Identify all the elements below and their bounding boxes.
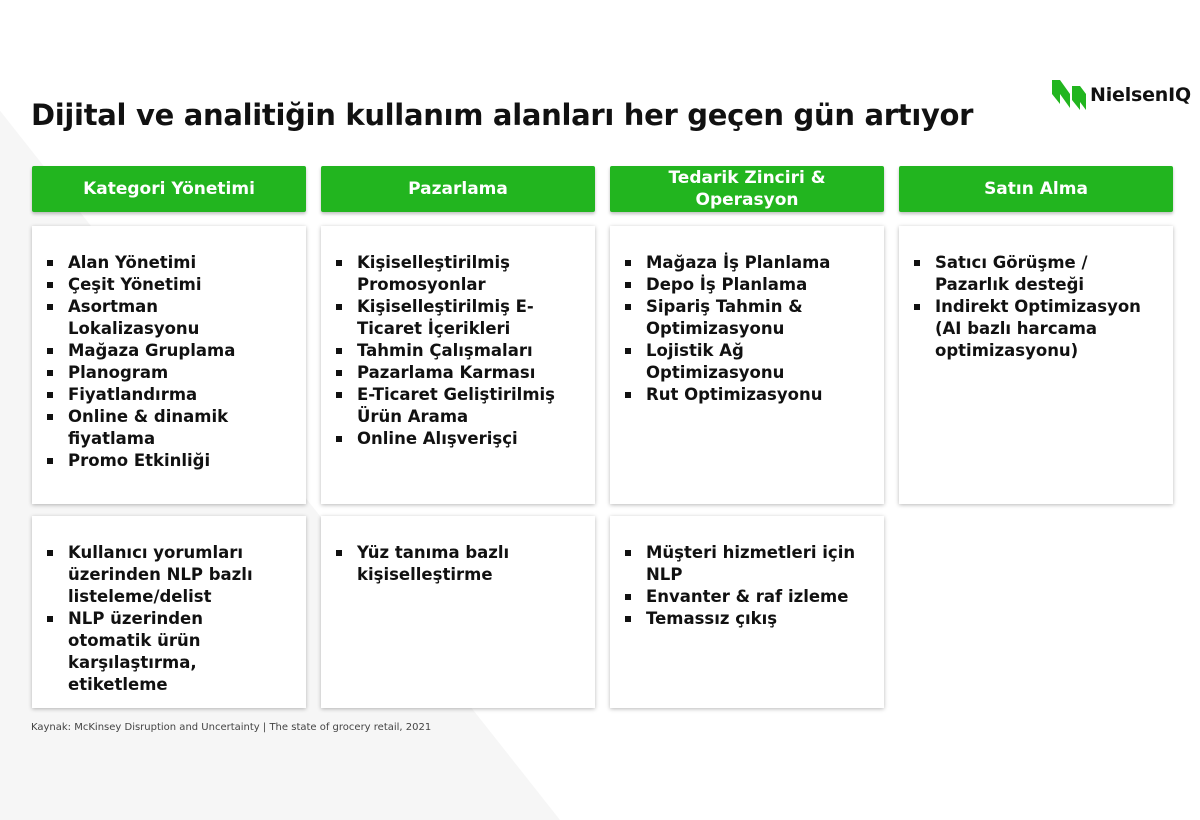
list-item: Rut Optimizasyonu bbox=[622, 384, 874, 406]
card-tedarik-zinciri-top bbox=[610, 226, 884, 504]
list-item: Yüz tanıma bazlı kişiselleştirme bbox=[333, 542, 532, 586]
header-label: Kategori Yönetimi bbox=[83, 179, 255, 199]
list-item: Müşteri hizmetleri için NLP bbox=[622, 542, 866, 586]
header-kategori-yonetimi bbox=[32, 166, 306, 212]
list-item: E-Ticaret Geliştirilmiş Ürün Arama bbox=[333, 384, 567, 428]
list-item: Mağaza Gruplama bbox=[44, 340, 296, 362]
card-kategori-yonetimi-bottom bbox=[32, 516, 306, 708]
list-item: Mağaza İş Planlama bbox=[622, 252, 874, 274]
card-tedarik-zinciri-bottom bbox=[610, 516, 884, 708]
list-item: Online Alışverişçi bbox=[333, 428, 585, 450]
header-label: Satın Alma bbox=[984, 179, 1088, 199]
list-item: Depo İş Planlama bbox=[622, 274, 874, 296]
logo-text: NielsenIQ bbox=[1090, 84, 1191, 106]
list-item: Envanter & raf izleme bbox=[622, 586, 874, 608]
list-item: Sipariş Tahmin & Optimizasyonu bbox=[622, 296, 816, 340]
list-item: Satıcı Görüşme / Pazarlık desteği bbox=[911, 252, 1105, 296]
source-note: Kaynak: McKinsey Disruption and Uncertainty | The state of grocery retail, 2021 bbox=[31, 722, 432, 733]
card-kategori-yonetimi-top bbox=[32, 226, 306, 504]
list-item: Çeşit Yönetimi bbox=[44, 274, 296, 296]
list-item: Online & dinamik fiyatlama bbox=[44, 406, 233, 450]
list-item: Promo Etkinliği bbox=[44, 450, 296, 472]
list-item: Lojistik Ağ Optimizasyonu bbox=[622, 340, 806, 384]
list-item: Planogram bbox=[44, 362, 296, 384]
nielseniq-mark-icon bbox=[1052, 80, 1086, 110]
list-item: Kişiselleştirilmiş Promosyonlar bbox=[333, 252, 517, 296]
list-item: Kişiselleştirilmiş E-Ticaret İçerikleri bbox=[333, 296, 542, 340]
card-satin-alma-top bbox=[899, 226, 1173, 504]
card-pazarlama-bottom bbox=[321, 516, 595, 708]
header-satin-alma bbox=[899, 166, 1173, 212]
header-label-line-1: Tedarik Zinciri & bbox=[668, 168, 826, 188]
card-pazarlama-top bbox=[321, 226, 595, 504]
header-label: Pazarlama bbox=[408, 179, 508, 199]
nielseniq-logo bbox=[1052, 80, 1191, 110]
list-item: Alan Yönetimi bbox=[44, 252, 296, 274]
list-item: Kullanıcı yorumları üzerinden NLP bazlı listeleme/delist bbox=[44, 542, 258, 608]
list-item: Asortman Lokalizasyonu bbox=[44, 296, 193, 340]
header-label-line-2: Operasyon bbox=[695, 190, 799, 210]
list-item: NLP üzerinden otomatik ürün karşılaştırma, etiketleme bbox=[44, 608, 218, 696]
list-item: Temassız çıkış bbox=[622, 608, 874, 630]
list-item: Indirekt Optimizasyon (AI bazlı harcama optimizasyonu) bbox=[911, 296, 1150, 362]
list-item: Tahmin Çalışmaları bbox=[333, 340, 585, 362]
header-pazarlama bbox=[321, 166, 595, 212]
header-tedarik-zinciri-operasyon bbox=[610, 166, 884, 212]
list-item: Pazarlama Karması bbox=[333, 362, 585, 384]
slide-title: Dijital ve analitiğin kullanım alanları her geçen gün artıyor bbox=[31, 98, 974, 132]
list-item: Fiyatlandırma bbox=[44, 384, 296, 406]
